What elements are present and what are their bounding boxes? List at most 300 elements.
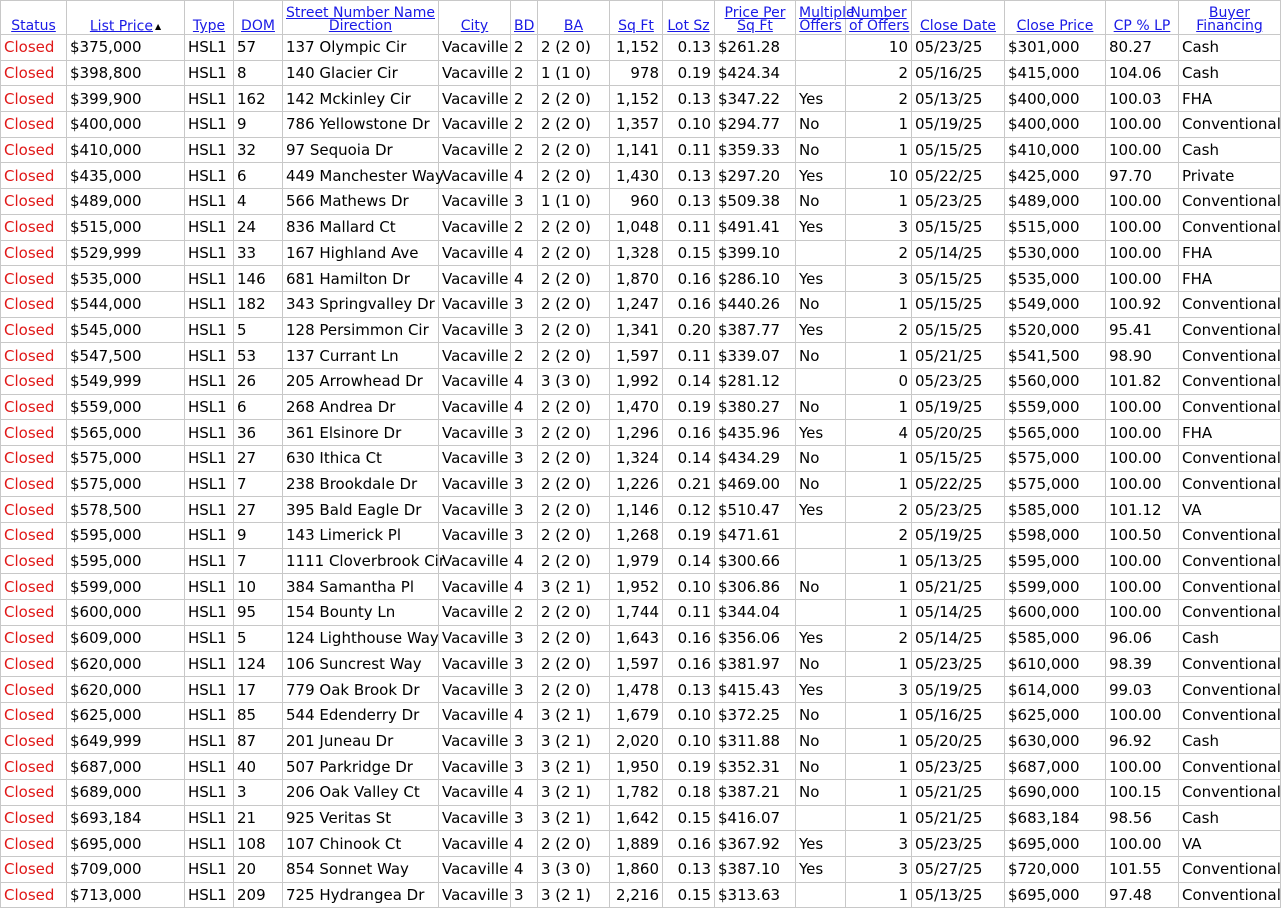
cell-cp-lp: 100.92 [1106, 291, 1179, 317]
cell-status: Closed [1, 214, 67, 240]
sort-city-link[interactable]: City [460, 18, 489, 34]
cell-ba: 2 (2 0) [538, 112, 610, 138]
cell-ba: 2 (2 0) [538, 625, 610, 651]
cell-sqft: 2,020 [610, 728, 663, 754]
sort-bd-link[interactable]: BD [514, 18, 535, 34]
col-header-lot-size[interactable] [663, 1, 715, 35]
cell-ba: 3 (2 1) [538, 754, 610, 780]
cell-ba: 2 (2 0) [538, 35, 610, 61]
cell-sqft: 1,679 [610, 702, 663, 728]
cell-close-date: 05/20/25 [912, 420, 1005, 446]
col-header-street[interactable] [283, 1, 439, 35]
cell-lot-size: 0.16 [663, 420, 715, 446]
cell-status: Closed [1, 754, 67, 780]
cell-number-of-offers: 1 [846, 574, 912, 600]
cell-close-date: 05/21/25 [912, 574, 1005, 600]
cell-bd: 3 [511, 754, 538, 780]
cell-number-of-offers: 2 [846, 497, 912, 523]
cell-buyer-financing: Conventional [1179, 779, 1281, 805]
cell-dom: 124 [234, 651, 283, 677]
cell-status: Closed [1, 163, 67, 189]
table-row[interactable] [1, 805, 1281, 831]
cell-bd: 3 [511, 728, 538, 754]
cell-cp-lp: 100.00 [1106, 420, 1179, 446]
cell-street: 205 Arrowhead Dr [283, 368, 439, 394]
cell-status: Closed [1, 317, 67, 343]
cell-sqft: 1,643 [610, 625, 663, 651]
cell-list-price: $435,000 [67, 163, 185, 189]
cell-type: HSL1 [185, 857, 234, 883]
cell-close-price: $400,000 [1005, 112, 1106, 138]
cell-dom: 21 [234, 805, 283, 831]
cell-dom: 7 [234, 548, 283, 574]
cell-price-per-sqft: $440.26 [715, 291, 796, 317]
cell-lot-size: 0.14 [663, 368, 715, 394]
sort-close-date-link[interactable]: Close Date [919, 18, 997, 34]
cell-status: Closed [1, 368, 67, 394]
col-header-close-date[interactable] [912, 1, 1005, 35]
col-header-number-of-offers[interactable] [846, 1, 912, 35]
table-row[interactable] [1, 523, 1281, 549]
cell-bd: 3 [511, 651, 538, 677]
cell-sqft: 1,296 [610, 420, 663, 446]
cell-bd: 4 [511, 266, 538, 292]
table-row[interactable] [1, 574, 1281, 600]
cell-list-price: $578,500 [67, 497, 185, 523]
cell-price-per-sqft: $491.41 [715, 214, 796, 240]
cell-price-per-sqft: $471.61 [715, 523, 796, 549]
table-row[interactable] [1, 497, 1281, 523]
cell-ba: 2 (2 0) [538, 163, 610, 189]
cell-multiple-offers [796, 35, 846, 61]
table-row[interactable] [1, 394, 1281, 420]
cell-lot-size: 0.13 [663, 857, 715, 883]
cell-buyer-financing: VA [1179, 831, 1281, 857]
multi-header-line1: Multiple [799, 5, 855, 21]
cell-city: Vacaville [439, 394, 511, 420]
cell-number-of-offers: 1 [846, 779, 912, 805]
cell-status: Closed [1, 266, 67, 292]
cell-close-price: $598,000 [1005, 523, 1106, 549]
cell-list-price: $595,000 [67, 548, 185, 574]
cell-cp-lp: 100.00 [1106, 214, 1179, 240]
cell-close-price: $695,000 [1005, 882, 1106, 908]
cell-close-date: 05/15/25 [912, 317, 1005, 343]
cell-cp-lp: 101.55 [1106, 857, 1179, 883]
cell-city: Vacaville [439, 625, 511, 651]
cell-status: Closed [1, 831, 67, 857]
table-row[interactable] [1, 137, 1281, 163]
cell-list-price: $595,000 [67, 523, 185, 549]
cell-city: Vacaville [439, 548, 511, 574]
cell-status: Closed [1, 702, 67, 728]
cell-sqft: 1,470 [610, 394, 663, 420]
cell-ba: 2 (2 0) [538, 266, 610, 292]
cell-cp-lp: 97.70 [1106, 163, 1179, 189]
cell-multiple-offers: Yes [796, 266, 846, 292]
cell-cp-lp: 100.00 [1106, 548, 1179, 574]
cell-lot-size: 0.13 [663, 677, 715, 703]
cell-sqft: 1,992 [610, 368, 663, 394]
cell-ba: 3 (3 0) [538, 857, 610, 883]
cell-status: Closed [1, 651, 67, 677]
cell-dom: 32 [234, 137, 283, 163]
cell-bd: 2 [511, 214, 538, 240]
cell-price-per-sqft: $380.27 [715, 394, 796, 420]
cell-close-price: $720,000 [1005, 857, 1106, 883]
cell-dom: 9 [234, 523, 283, 549]
cell-city: Vacaville [439, 163, 511, 189]
cell-sqft: 1,048 [610, 214, 663, 240]
cell-type: HSL1 [185, 112, 234, 138]
cell-close-date: 05/23/25 [912, 651, 1005, 677]
cell-list-price: $625,000 [67, 702, 185, 728]
cell-buyer-financing: Conventional [1179, 112, 1281, 138]
cell-price-per-sqft: $294.77 [715, 112, 796, 138]
cell-type: HSL1 [185, 548, 234, 574]
table-row[interactable] [1, 420, 1281, 446]
sort-cp-lp-link[interactable]: CP % LP [1113, 18, 1171, 34]
table-row[interactable] [1, 86, 1281, 112]
cell-cp-lp: 100.00 [1106, 831, 1179, 857]
table-row[interactable] [1, 317, 1281, 343]
col-header-ba[interactable] [538, 1, 610, 35]
table-row[interactable] [1, 343, 1281, 369]
cell-number-of-offers: 1 [846, 702, 912, 728]
cell-multiple-offers: Yes [796, 86, 846, 112]
cell-sqft: 1,357 [610, 112, 663, 138]
table-row[interactable] [1, 677, 1281, 703]
col-header-bd[interactable] [511, 1, 538, 35]
cell-multiple-offers: Yes [796, 420, 846, 446]
multi-header-line2: Offers [799, 18, 842, 34]
cell-close-date: 05/20/25 [912, 728, 1005, 754]
cell-close-date: 05/23/25 [912, 497, 1005, 523]
cell-ba: 3 (2 1) [538, 779, 610, 805]
cell-sqft: 1,341 [610, 317, 663, 343]
cell-type: HSL1 [185, 805, 234, 831]
cell-ba: 2 (2 0) [538, 446, 610, 472]
cell-close-price: $585,000 [1005, 625, 1106, 651]
cell-bd: 3 [511, 882, 538, 908]
cell-lot-size: 0.16 [663, 651, 715, 677]
cell-lot-size: 0.15 [663, 882, 715, 908]
table-row[interactable] [1, 728, 1281, 754]
cell-buyer-financing: Conventional [1179, 574, 1281, 600]
cell-bd: 4 [511, 240, 538, 266]
col-header-close-price[interactable] [1005, 1, 1106, 35]
cell-ba: 2 (2 0) [538, 420, 610, 446]
cell-buyer-financing: FHA [1179, 266, 1281, 292]
cell-type: HSL1 [185, 600, 234, 626]
cell-multiple-offers: Yes [796, 857, 846, 883]
cell-cp-lp: 100.00 [1106, 266, 1179, 292]
cell-price-per-sqft: $300.66 [715, 548, 796, 574]
sort-close-price-link[interactable]: Close Price [1016, 18, 1094, 34]
cell-multiple-offers: No [796, 291, 846, 317]
cell-list-price: $399,900 [67, 86, 185, 112]
cell-close-date: 05/14/25 [912, 600, 1005, 626]
cell-close-date: 05/23/25 [912, 35, 1005, 61]
cell-close-price: $400,000 [1005, 86, 1106, 112]
cell-ba: 3 (2 1) [538, 574, 610, 600]
col-header-sqft[interactable] [610, 1, 663, 35]
cell-type: HSL1 [185, 163, 234, 189]
col-header-status[interactable] [1, 1, 67, 35]
cell-cp-lp: 100.00 [1106, 471, 1179, 497]
cell-ba: 2 (2 0) [538, 600, 610, 626]
cell-city: Vacaville [439, 754, 511, 780]
sort-dom-link[interactable]: DOM [241, 18, 275, 34]
cell-close-price: $695,000 [1005, 831, 1106, 857]
col-header-type[interactable] [185, 1, 234, 35]
cell-buyer-financing: Conventional [1179, 600, 1281, 626]
cell-price-per-sqft: $352.31 [715, 754, 796, 780]
cell-list-price: $599,000 [67, 574, 185, 600]
cell-multiple-offers: No [796, 112, 846, 138]
cell-multiple-offers: No [796, 779, 846, 805]
cell-dom: 8 [234, 60, 283, 86]
cell-price-per-sqft: $424.34 [715, 60, 796, 86]
cell-buyer-financing: Conventional [1179, 368, 1281, 394]
cell-street: 384 Samantha Pl [283, 574, 439, 600]
cell-list-price: $713,000 [67, 882, 185, 908]
col-header-cp-lp[interactable] [1106, 1, 1179, 35]
cell-number-of-offers: 10 [846, 163, 912, 189]
table-row[interactable] [1, 368, 1281, 394]
sort-price-per-sqft-link[interactable] [725, 5, 786, 34]
cell-sqft: 1,152 [610, 35, 663, 61]
cell-city: Vacaville [439, 471, 511, 497]
table-row[interactable] [1, 651, 1281, 677]
cell-type: HSL1 [185, 728, 234, 754]
sort-sqft-link[interactable]: Sq Ft [618, 18, 654, 34]
table-row[interactable] [1, 600, 1281, 626]
cell-ba: 2 (2 0) [538, 831, 610, 857]
cell-street: 206 Oak Valley Ct [283, 779, 439, 805]
cell-list-price: $609,000 [67, 625, 185, 651]
cell-price-per-sqft: $509.38 [715, 189, 796, 215]
cell-close-date: 05/27/25 [912, 857, 1005, 883]
col-header-city[interactable] [439, 1, 511, 35]
cell-dom: 33 [234, 240, 283, 266]
cell-status: Closed [1, 523, 67, 549]
cell-street: 268 Andrea Dr [283, 394, 439, 420]
table-row[interactable] [1, 112, 1281, 138]
cell-lot-size: 0.15 [663, 240, 715, 266]
cell-sqft: 1,141 [610, 137, 663, 163]
cell-dom: 108 [234, 831, 283, 857]
cell-street: 106 Suncrest Way [283, 651, 439, 677]
cell-street: 201 Juneau Dr [283, 728, 439, 754]
cell-sqft: 1,597 [610, 343, 663, 369]
cell-type: HSL1 [185, 446, 234, 472]
cell-buyer-financing: Cash [1179, 137, 1281, 163]
cell-list-price: $545,000 [67, 317, 185, 343]
table-row[interactable] [1, 754, 1281, 780]
table-row[interactable] [1, 291, 1281, 317]
cell-bd: 3 [511, 420, 538, 446]
cell-street: 140 Glacier Cir [283, 60, 439, 86]
cell-ba: 3 (3 0) [538, 368, 610, 394]
col-header-list-price[interactable] [67, 1, 185, 35]
table-row[interactable] [1, 60, 1281, 86]
cell-multiple-offers [796, 523, 846, 549]
cell-lot-size: 0.14 [663, 548, 715, 574]
cell-city: Vacaville [439, 651, 511, 677]
cell-multiple-offers [796, 240, 846, 266]
cell-lot-size: 0.11 [663, 343, 715, 369]
cell-multiple-offers: Yes [796, 497, 846, 523]
cell-type: HSL1 [185, 651, 234, 677]
cell-ba: 3 (2 1) [538, 882, 610, 908]
table-row[interactable] [1, 548, 1281, 574]
cell-cp-lp: 100.15 [1106, 779, 1179, 805]
cell-close-date: 05/19/25 [912, 112, 1005, 138]
cell-cp-lp: 100.50 [1106, 523, 1179, 549]
cell-bd: 2 [511, 60, 538, 86]
cell-list-price: $400,000 [67, 112, 185, 138]
cell-close-date: 05/21/25 [912, 343, 1005, 369]
cell-type: HSL1 [185, 368, 234, 394]
cell-buyer-financing: VA [1179, 497, 1281, 523]
cell-bd: 4 [511, 548, 538, 574]
cell-status: Closed [1, 112, 67, 138]
cell-dom: 36 [234, 420, 283, 446]
cell-street: 449 Manchester Way [283, 163, 439, 189]
table-row[interactable] [1, 471, 1281, 497]
cell-number-of-offers: 2 [846, 625, 912, 651]
cell-cp-lp: 98.56 [1106, 805, 1179, 831]
table-row[interactable] [1, 702, 1281, 728]
cell-buyer-financing: Conventional [1179, 677, 1281, 703]
sort-type-link[interactable]: Type [192, 18, 226, 34]
sort-status-link[interactable]: Status [11, 18, 56, 34]
cell-bd: 2 [511, 343, 538, 369]
cell-bd: 4 [511, 702, 538, 728]
table-row[interactable] [1, 446, 1281, 472]
cell-price-per-sqft: $347.22 [715, 86, 796, 112]
cell-number-of-offers: 2 [846, 523, 912, 549]
cell-street: 361 Elsinore Dr [283, 420, 439, 446]
cell-city: Vacaville [439, 86, 511, 112]
sort-asc-icon[interactable]: ▲ [154, 21, 162, 31]
cell-close-price: $535,000 [1005, 266, 1106, 292]
cell-ba: 2 (2 0) [538, 677, 610, 703]
table-row[interactable] [1, 189, 1281, 215]
cell-city: Vacaville [439, 137, 511, 163]
cell-close-price: $560,000 [1005, 368, 1106, 394]
cell-lot-size: 0.11 [663, 137, 715, 163]
cell-lot-size: 0.16 [663, 831, 715, 857]
table-row[interactable] [1, 35, 1281, 61]
sort-lot-size-link[interactable]: Lot Sz [667, 18, 710, 34]
col-header-multiple-offers[interactable] [796, 1, 855, 35]
cell-buyer-financing: Cash [1179, 805, 1281, 831]
table-row[interactable] [1, 857, 1281, 883]
table-row[interactable] [1, 625, 1281, 651]
cell-bd: 2 [511, 600, 538, 626]
buyer-header-line1: Buyer [1208, 5, 1251, 21]
cell-sqft: 960 [610, 189, 663, 215]
cell-lot-size: 0.16 [663, 625, 715, 651]
cell-cp-lp: 100.00 [1106, 189, 1179, 215]
cell-street: 925 Veritas St [283, 805, 439, 831]
cell-lot-size: 0.13 [663, 86, 715, 112]
cell-cp-lp: 80.27 [1106, 35, 1179, 61]
cell-number-of-offers: 0 [846, 368, 912, 394]
cell-close-price: $595,000 [1005, 548, 1106, 574]
cell-close-price: $425,000 [1005, 163, 1106, 189]
col-header-dom[interactable] [234, 1, 283, 35]
cell-multiple-offers [796, 805, 846, 831]
cell-type: HSL1 [185, 471, 234, 497]
cell-list-price: $695,000 [67, 831, 185, 857]
cell-ba: 2 (2 0) [538, 548, 610, 574]
table-row[interactable] [1, 831, 1281, 857]
cell-price-per-sqft: $286.10 [715, 266, 796, 292]
cell-bd: 3 [511, 523, 538, 549]
cell-status: Closed [1, 60, 67, 86]
cell-cp-lp: 100.00 [1106, 112, 1179, 138]
cell-price-per-sqft: $344.04 [715, 600, 796, 626]
sort-street-link[interactable] [286, 5, 435, 34]
table-row[interactable] [1, 779, 1281, 805]
cell-street: 1111 Cloverbrook Cir [283, 548, 439, 574]
sort-ba-link[interactable]: BA [563, 18, 584, 34]
table-row[interactable] [1, 240, 1281, 266]
cell-lot-size: 0.19 [663, 60, 715, 86]
cell-sqft: 1,478 [610, 677, 663, 703]
cell-city: Vacaville [439, 446, 511, 472]
cell-sqft: 1,744 [610, 600, 663, 626]
cell-price-per-sqft: $435.96 [715, 420, 796, 446]
cell-cp-lp: 98.39 [1106, 651, 1179, 677]
cell-status: Closed [1, 240, 67, 266]
cell-multiple-offers: Yes [796, 831, 846, 857]
cell-price-per-sqft: $381.97 [715, 651, 796, 677]
cell-price-per-sqft: $313.63 [715, 882, 796, 908]
col-header-price-per-sqft[interactable] [715, 1, 796, 35]
cell-multiple-offers [796, 882, 846, 908]
cell-ba: 2 (2 0) [538, 523, 610, 549]
cell-number-of-offers: 3 [846, 857, 912, 883]
sort-buyer-financing-link[interactable] [1196, 5, 1263, 34]
cell-ba: 2 (2 0) [538, 291, 610, 317]
cell-list-price: $549,999 [67, 368, 185, 394]
cell-cp-lp: 104.06 [1106, 60, 1179, 86]
cell-ba: 2 (2 0) [538, 137, 610, 163]
cell-lot-size: 0.16 [663, 291, 715, 317]
cell-dom: 27 [234, 497, 283, 523]
table-row[interactable] [1, 266, 1281, 292]
col-header-buyer-financing[interactable] [1179, 1, 1281, 35]
cell-dom: 3 [234, 779, 283, 805]
sort-list-price-link[interactable]: List Price [89, 18, 153, 34]
cell-sqft: 1,979 [610, 548, 663, 574]
table-row[interactable] [1, 214, 1281, 240]
table-row[interactable] [1, 882, 1281, 908]
cell-buyer-financing: Cash [1179, 728, 1281, 754]
cell-price-per-sqft: $339.07 [715, 343, 796, 369]
cell-type: HSL1 [185, 677, 234, 703]
cell-buyer-financing: Cash [1179, 60, 1281, 86]
table-row[interactable] [1, 163, 1281, 189]
sort-number-of-offers-link[interactable] [849, 5, 909, 34]
cell-list-price: $620,000 [67, 651, 185, 677]
cell-dom: 57 [234, 35, 283, 61]
cell-buyer-financing: Conventional [1179, 189, 1281, 215]
